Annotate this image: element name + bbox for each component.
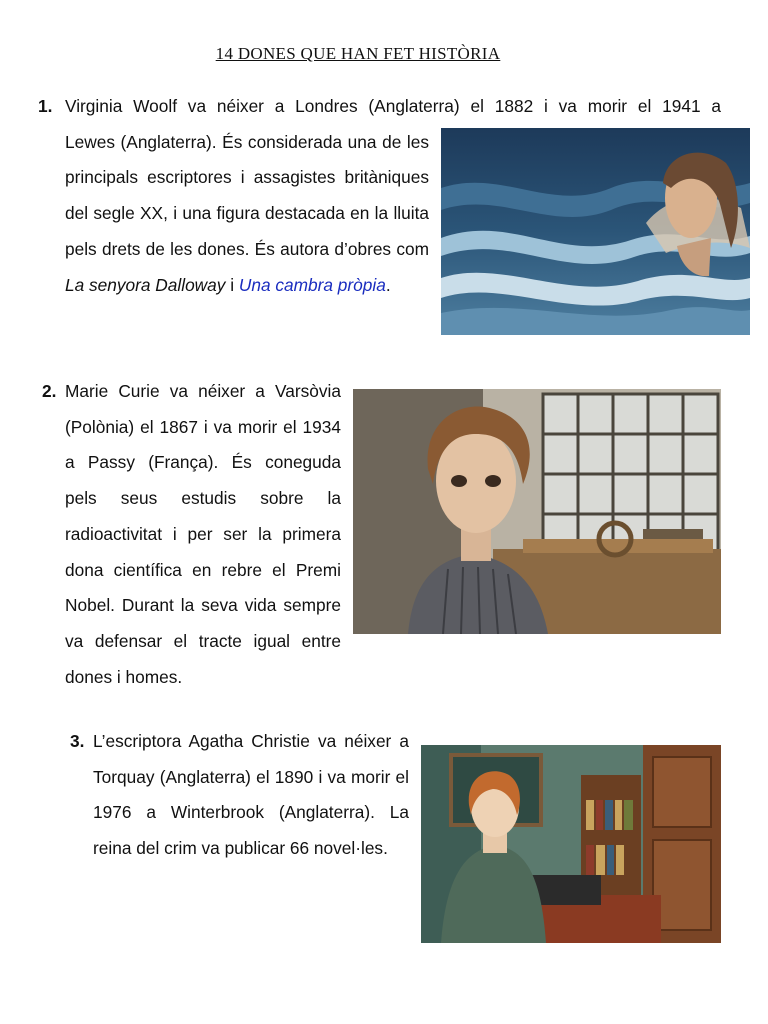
item-text: Marie Curie va néixer a Varsòvia (Polònia) el 1867 i va morir el 1934 a Passy (França). És coneguda pels seus estudis sobre la radioactivitat i per ser la primera dona científica en rebre el Premi Nobel. Durant la seva vida sempre va defensar el tracte igual entre dones i homes. xyxy=(65,381,341,687)
curie-portrait-image xyxy=(353,389,721,634)
item-number: 2. xyxy=(42,381,57,401)
page-title: 14 DONES QUE HAN FET HISTÒRIA xyxy=(215,44,501,63)
item-number: 1. xyxy=(38,96,53,116)
woolf-portrait-image xyxy=(441,128,750,335)
work-title: La senyora Dalloway xyxy=(65,274,226,295)
christie-portrait-image xyxy=(421,745,721,943)
work-link[interactable]: Una cambra pròpia xyxy=(238,274,386,295)
list-item-2 xyxy=(0,374,360,694)
item-text: L’escriptora Agatha Christie va néixer a Torquay (Anglaterra) el 1890 i va morir el 1976 a Winterbrook (Anglaterra). La reina del crim va publicar 66 novel·les. xyxy=(93,731,409,859)
item-number: 3. xyxy=(70,731,85,751)
item-first-line: Virginia Woolf va néixer a Londres (Anglaterra) el 1882 i va morir el 1941 a xyxy=(65,96,721,116)
list-item-3 xyxy=(0,724,420,904)
item-text: Lewes (Anglaterra). És considerada una de les principals escriptores i assagistes britàniques del segle XX, i una figura destacada en la lluita pels drets de les dones. És autora d’obres com La senyora Dalloway i Una cambra pròpia. xyxy=(65,131,429,295)
